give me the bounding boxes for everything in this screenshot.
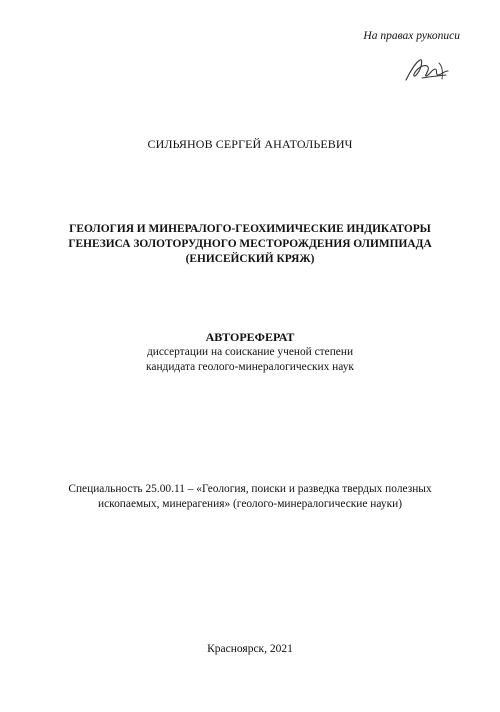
specialty-statement [30,482,470,512]
description-line: диссертации на соискание ученой степени [146,346,354,358]
document-type: АВТОРЕФЕРАТ [205,330,295,344]
rights-note: На правах рукописи [363,30,460,42]
document-description [0,345,500,375]
specialty-line: Специальность 25.00.11 – «Геология, поиски и разведка твердых полезных [68,483,432,495]
description-line: кандидата геолого-минералогических наук [146,361,354,373]
author-name: СИЛЬЯНОВ СЕРГЕЙ АНАТОЛЬЕВИЧ [147,137,353,151]
specialty-line: ископаемых, минерагения» (геолого-минералогические науки) [98,498,402,510]
signature-image [402,54,454,84]
place-and-year: Красноярск, 2021 [207,643,293,655]
dissertation-title [40,222,460,267]
title-line: (ЕНИСЕЙСКИЙ КРЯЖ) [185,253,315,265]
title-line: ГЕНЕЗИСА ЗОЛОТОРУДНОГО МЕСТОРОЖДЕНИЯ ОЛИМПИАДА [68,238,432,250]
title-line: ГЕОЛОГИЯ И МИНЕРАЛОГО-ГЕОХИМИЧЕСКИЕ ИНДИКАТОРЫ [69,223,431,235]
